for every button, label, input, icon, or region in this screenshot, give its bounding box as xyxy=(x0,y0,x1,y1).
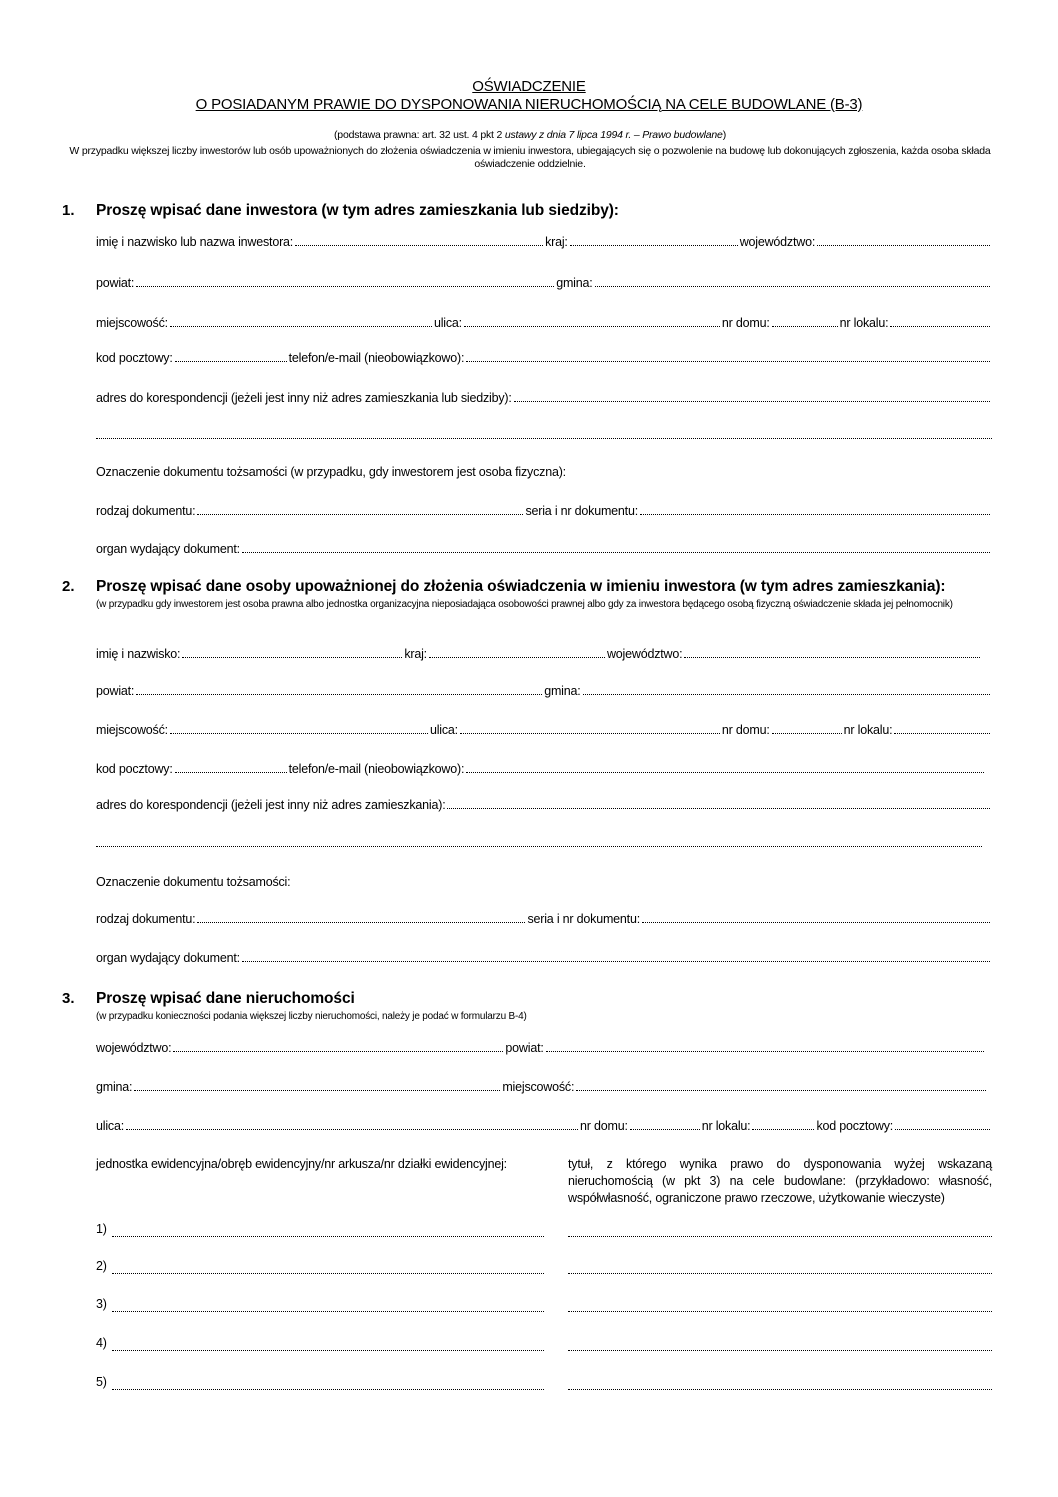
s2-postal-field[interactable] xyxy=(175,763,287,773)
s1-locality-label: miejscowość: xyxy=(96,316,168,330)
s2-id-doc-heading: Oznaczenie dokumentu tożsamości: xyxy=(96,875,291,889)
section3-heading: Proszę wpisać dane nieruchomości xyxy=(96,990,355,1007)
s3-parcel-field-4[interactable] xyxy=(112,1349,544,1351)
s3-title-field-1[interactable] xyxy=(568,1235,992,1237)
s2-issuer-field[interactable] xyxy=(242,952,990,962)
s1-row-name xyxy=(96,235,992,249)
s1-row-county xyxy=(96,276,992,290)
s3-title-field-5[interactable] xyxy=(568,1388,992,1390)
s2-locality-field[interactable] xyxy=(170,724,428,734)
s1-county-label: powiat: xyxy=(96,276,135,290)
s1-row-doc xyxy=(96,504,992,518)
s1-doc-series-field[interactable] xyxy=(640,505,990,515)
s1-country-field[interactable] xyxy=(570,236,738,246)
s3-county-label: powiat: xyxy=(505,1041,544,1055)
s2-house-no-label: nr domu: xyxy=(721,723,770,737)
s3-parcel-field-3[interactable] xyxy=(112,1310,544,1312)
s3-row-commune xyxy=(96,1080,988,1094)
s1-issuer-label: organ wydający dokument: xyxy=(96,542,240,556)
s1-street-label: ulica: xyxy=(433,316,462,330)
s3-title-field-4[interactable] xyxy=(568,1349,992,1351)
section2-heading: Proszę wpisać dane osoby upoważnionej do złożenia oświadczenia w imieniu inwestora (w tym adres zamieszkania): xyxy=(96,578,946,595)
s3-parcel-field-2[interactable] xyxy=(112,1272,544,1274)
s1-county-field[interactable] xyxy=(136,277,554,287)
s1-locality-field[interactable] xyxy=(170,317,432,327)
s3-title-column-label: tytuł, z którego wynika prawo do dysponowania wyżej wskazaną nieruchomością (w pkt 3) na cele budowlane: (przykładowo: własność, współwłasność, ograniczone prawo rzeczowe, użytkowanie wieczyste) xyxy=(568,1157,992,1205)
s3-row-street xyxy=(96,1119,992,1133)
s2-name-label: imię i nazwisko: xyxy=(96,647,181,661)
s1-postal-field[interactable] xyxy=(175,352,287,362)
s1-postal-label: kod pocztowy: xyxy=(96,351,173,365)
s3-postal-label: kod pocztowy: xyxy=(816,1119,894,1133)
s1-doc-type-field[interactable] xyxy=(197,505,523,515)
s2-correspondence-field[interactable] xyxy=(447,799,990,809)
s1-flat-no-field[interactable] xyxy=(890,317,990,327)
s1-commune-field[interactable] xyxy=(595,277,990,287)
s1-country-label: kraj: xyxy=(545,235,568,249)
s2-row-correspondence xyxy=(96,798,992,812)
s2-voivodeship-field[interactable] xyxy=(684,648,980,658)
s2-correspondence-field-line2[interactable] xyxy=(96,845,982,847)
s2-issuer-label: organ wydający dokument: xyxy=(96,951,240,965)
s3-row-number-2: 2) xyxy=(96,1259,107,1273)
s2-row-doc xyxy=(96,912,992,926)
s1-house-no-label: nr domu: xyxy=(721,316,770,330)
s2-commune-field[interactable] xyxy=(583,685,990,695)
s2-doc-type-field[interactable] xyxy=(197,913,525,923)
s3-row-number-3: 3) xyxy=(96,1297,107,1311)
s2-flat-no-label: nr lokalu: xyxy=(843,723,893,737)
s2-country-field[interactable] xyxy=(429,648,605,658)
section2-subheading: (w przypadku gdy inwestorem jest osoba prawna albo jednostka organizacyjna nieposiadająca osobowości prawnej albo gdy za inwestora będącego osobą fizyczną oświadczenie składa jej pełnomocnik) xyxy=(96,599,953,610)
s1-row-locality xyxy=(96,316,992,330)
s2-row-county xyxy=(96,684,992,698)
s1-commune-label: gmina: xyxy=(556,276,593,290)
s2-voivodeship-label: województwo: xyxy=(606,647,683,661)
s2-doc-type-label: rodzaj dokumentu: xyxy=(96,912,196,926)
s2-county-field[interactable] xyxy=(136,685,542,695)
s1-contact-label: telefon/e-mail (nieobowiązkowo): xyxy=(288,351,465,365)
s1-voivodeship-field[interactable] xyxy=(817,236,990,246)
section3-number: 3. xyxy=(62,990,75,1007)
s2-contact-label: telefon/e-mail (nieobowiązkowo): xyxy=(288,762,465,776)
s3-county-field[interactable] xyxy=(546,1042,984,1052)
s1-street-field[interactable] xyxy=(464,317,720,327)
s3-house-no-label: nr domu: xyxy=(579,1119,628,1133)
s3-row-number-5: 5) xyxy=(96,1375,107,1389)
s2-name-field[interactable] xyxy=(182,648,402,658)
s1-row-correspondence xyxy=(96,391,992,405)
s1-house-no-field[interactable] xyxy=(772,317,838,327)
s2-street-field[interactable] xyxy=(460,724,720,734)
s3-title-field-3[interactable] xyxy=(568,1310,992,1312)
s3-street-label: ulica: xyxy=(96,1119,124,1133)
s3-flat-no-field[interactable] xyxy=(752,1120,814,1130)
s3-street-field[interactable] xyxy=(126,1120,578,1130)
s2-flat-no-field[interactable] xyxy=(894,724,990,734)
form-title-line2: O POSIADANYM PRAWIE DO DYSPONOWANIA NIERUCHOMOŚCIĄ NA CELE BUDOWLANE (B-3) xyxy=(195,96,863,113)
s3-voivodeship-field[interactable] xyxy=(173,1042,503,1052)
s1-name-label: imię i nazwisko lub nazwa inwestora: xyxy=(96,235,294,249)
s2-doc-series-label: seria i nr dokumentu: xyxy=(527,912,640,926)
s3-parcel-column-label: jednostka ewidencyjna/obręb ewidencyjny/nr arkusza/nr działki ewidencyjnej: xyxy=(96,1157,507,1171)
s2-correspondence-label: adres do korespondencji (jeżeli jest inny niż adres zamieszkania): xyxy=(96,798,446,812)
s3-locality-field[interactable] xyxy=(576,1081,986,1091)
s3-commune-label: gmina: xyxy=(96,1080,133,1094)
s1-voivodeship-label: województwo: xyxy=(739,235,816,249)
s3-flat-no-label: nr lokalu: xyxy=(701,1119,751,1133)
s2-country-label: kraj: xyxy=(404,647,427,661)
instruction-note: W przypadku większej liczby inwestorów lub osób upoważnionych do złożenia oświadczenia w imieniu inwestora, ubiegających się o pozwolenie na budowę lub dokonujących zgłoszenia, każda osoba składa oświadczenie oddzielnie. xyxy=(69,145,991,170)
s3-commune-field[interactable] xyxy=(134,1081,500,1091)
s1-name-field[interactable] xyxy=(295,236,543,246)
section2-number: 2. xyxy=(62,578,75,595)
s2-house-no-field[interactable] xyxy=(772,724,842,734)
s2-contact-field[interactable] xyxy=(466,763,984,773)
legal-basis: (podstawa prawna: art. 32 ust. 4 pkt 2 ustawy z dnia 7 lipca 1994 r. – Prawo budowlane) xyxy=(334,129,726,141)
section3-subheading: (w przypadku konieczności podania większej liczby nieruchomości, należy je podać w formularzu B-4) xyxy=(96,1011,527,1022)
s1-row-issuer xyxy=(96,542,992,556)
s3-voivodeship-label: województwo: xyxy=(96,1041,172,1055)
s2-county-label: powiat: xyxy=(96,684,135,698)
s1-doc-series-label: seria i nr dokumentu: xyxy=(525,504,638,518)
s1-id-doc-heading: Oznaczenie dokumentu tożsamości (w przypadku, gdy inwestorem jest osoba fizyczna): xyxy=(96,465,566,479)
s2-row-issuer xyxy=(96,951,992,965)
s1-doc-type-label: rodzaj dokumentu: xyxy=(96,504,196,518)
s3-row-voivodeship xyxy=(96,1041,986,1055)
s2-doc-series-field[interactable] xyxy=(642,913,990,923)
s2-postal-label: kod pocztowy: xyxy=(96,762,173,776)
s2-locality-label: miejscowość: xyxy=(96,723,168,737)
s2-street-label: ulica: xyxy=(429,723,458,737)
s3-row-number-1: 1) xyxy=(96,1222,107,1236)
s2-row-name xyxy=(96,647,982,661)
s3-title-field-2[interactable] xyxy=(568,1272,992,1274)
form-title-line1: OŚWIADCZENIE xyxy=(472,78,586,95)
s3-locality-label: miejscowość: xyxy=(502,1080,575,1094)
s1-correspondence-field-line2[interactable] xyxy=(96,437,992,439)
s1-flat-no-label: nr lokalu: xyxy=(839,316,889,330)
s2-commune-label: gmina: xyxy=(544,684,581,698)
s3-postal-field[interactable] xyxy=(895,1120,990,1130)
section1-number: 1. xyxy=(62,202,75,219)
s1-contact-field[interactable] xyxy=(466,352,990,362)
s3-parcel-field-5[interactable] xyxy=(112,1388,544,1390)
s3-row-number-4: 4) xyxy=(96,1336,107,1350)
s2-row-locality xyxy=(96,723,992,737)
s1-correspondence-field[interactable] xyxy=(514,392,990,402)
s1-correspondence-label: adres do korespondencji (jeżeli jest inny niż adres zamieszkania lub siedziby): xyxy=(96,391,512,405)
section1-heading: Proszę wpisać dane inwestora (w tym adres zamieszkania lub siedziby): xyxy=(96,202,619,219)
s3-parcel-field-1[interactable] xyxy=(112,1235,544,1237)
s1-issuer-field[interactable] xyxy=(242,543,990,553)
s3-house-no-field[interactable] xyxy=(630,1120,700,1130)
s2-row-postal xyxy=(96,762,986,776)
s1-row-postal xyxy=(96,351,992,365)
